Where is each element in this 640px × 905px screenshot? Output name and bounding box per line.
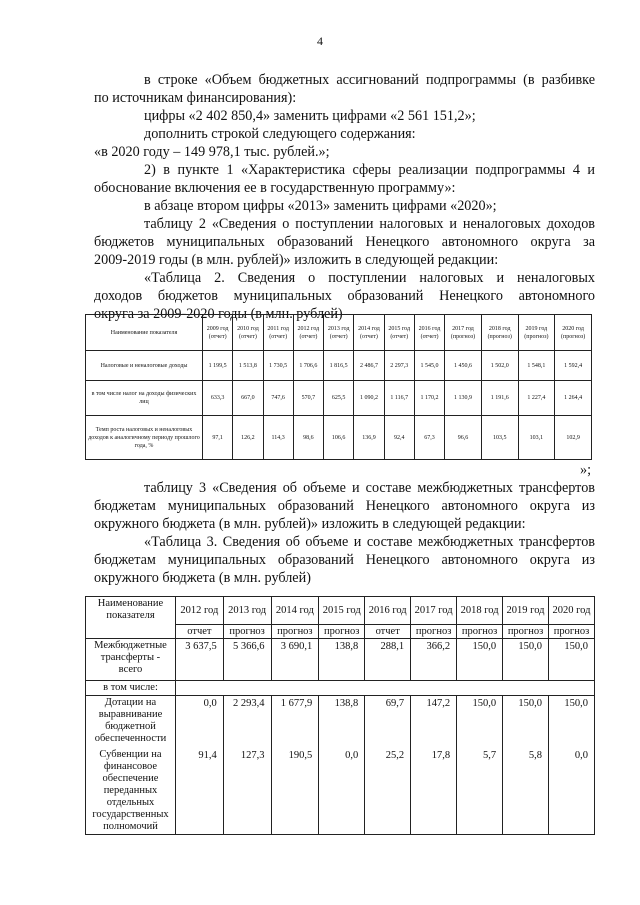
row-label: Налоговые и неналоговые доходы <box>86 351 203 381</box>
year-header: 2013 год <box>223 597 271 625</box>
row-label: Темп роста налоговых и неналоговых доходов к аналогичному периоду прошлого года, % <box>86 416 203 460</box>
table-3 <box>85 596 595 835</box>
cell: 150,0 <box>503 696 549 748</box>
year-header: 2016 год <box>365 597 411 625</box>
cell: 25,2 <box>365 748 411 835</box>
column-header: Наименование показателя <box>86 597 176 639</box>
cell: 667,0 <box>233 381 263 416</box>
column-header: Наименование показателя <box>86 315 203 351</box>
cell: 103,5 <box>481 416 518 460</box>
paragraph-line: таблицу 3 «Сведения об объеме и составе межбюджетных трансфертов <box>144 480 595 496</box>
paragraph-line: округа за 2009-2020 годы (в млн. рублей) <box>94 306 343 322</box>
table-row <box>86 748 595 835</box>
cell: 3 690,1 <box>271 639 319 681</box>
cell: 1 199,5 <box>203 351 233 381</box>
paragraph-line: окружного бюджета (в млн. рублей) <box>94 570 311 586</box>
closing-quote: »; <box>580 462 592 478</box>
year-header: 2012 год (отчет) <box>293 315 323 351</box>
cell: 17,8 <box>411 748 457 835</box>
empty-cell <box>176 681 595 696</box>
paragraph-line: цифры «2 402 850,4» заменить цифрами «2 561 151,2»; <box>144 108 476 124</box>
cell: 5,7 <box>457 748 503 835</box>
year-header: 2012 год <box>176 597 224 625</box>
year-header: 2014 год <box>271 597 319 625</box>
year-header: 2019 год <box>503 597 549 625</box>
paragraph-line: окружного бюджета (в млн. рублей)» изложить в следующей редакции: <box>94 516 526 532</box>
status-cell: прогноз <box>457 625 503 639</box>
status-cell: прогноз <box>271 625 319 639</box>
status-cell: прогноз <box>503 625 549 639</box>
cell: 106,6 <box>324 416 354 460</box>
paragraph-line: «Таблица 2. Сведения о поступлении налоговых и неналоговых <box>144 270 595 286</box>
cell: 1 545,0 <box>414 351 444 381</box>
year-header: 2019 год (прогноз) <box>518 315 555 351</box>
paragraph-line: в строке «Объем бюджетных ассигнований подпрограммы (в разбивке <box>144 72 595 88</box>
cell: 2 297,3 <box>384 351 414 381</box>
year-header: 2014 год (отчет) <box>354 315 384 351</box>
paragraph-line: таблицу 2 «Сведения о поступлении налоговых и неналоговых доходов <box>144 216 595 232</box>
year-header: 2015 год (отчет) <box>384 315 414 351</box>
cell: 2 486,7 <box>354 351 384 381</box>
paragraph-line: по источникам финансирования): <box>94 90 297 106</box>
cell: 97,1 <box>203 416 233 460</box>
cell: 147,2 <box>411 696 457 748</box>
year-header: 2015 год <box>319 597 365 625</box>
year-header: 2017 год <box>411 597 457 625</box>
row-label: Дотации на выравнивание бюджетной обеспеченности <box>86 696 176 748</box>
status-cell: отчет <box>365 625 411 639</box>
cell: 1 816,5 <box>324 351 354 381</box>
year-header: 2016 год (отчет) <box>414 315 444 351</box>
paragraph-line: дополнить строкой следующего содержания: <box>144 126 416 142</box>
table-row <box>86 696 595 748</box>
cell: 288,1 <box>365 639 411 681</box>
cell: 126,2 <box>233 416 263 460</box>
year-header: 2009 год (отчет) <box>203 315 233 351</box>
cell: 1 130,9 <box>445 381 482 416</box>
cell: 91,4 <box>176 748 224 835</box>
row-label: в том числе: <box>86 681 176 696</box>
row-label: Субвенции на финансовое обеспечение переданных отдельных государственных полномочий <box>86 748 176 835</box>
cell: 570,7 <box>293 381 323 416</box>
cell: 0,0 <box>176 696 224 748</box>
table-row <box>86 681 595 696</box>
status-cell: прогноз <box>319 625 365 639</box>
year-header: 2018 год (прогноз) <box>481 315 518 351</box>
paragraph-line: 2) в пункте 1 «Характеристика сферы реализации подпрограммы 4 и <box>144 162 595 178</box>
cell: 5,8 <box>503 748 549 835</box>
cell: 96,6 <box>445 416 482 460</box>
cell: 150,0 <box>457 639 503 681</box>
cell: 2 293,4 <box>223 696 271 748</box>
paragraph-line: доходов бюджетов муниципальных образований Ненецкого автономного <box>94 288 595 304</box>
status-cell: прогноз <box>223 625 271 639</box>
table-row <box>86 381 592 416</box>
table-row <box>86 416 592 460</box>
row-label: Межбюджетные трансферты - всего <box>86 639 176 681</box>
status-cell: отчет <box>176 625 224 639</box>
cell: 747,6 <box>263 381 293 416</box>
cell: 0,0 <box>319 748 365 835</box>
table-header-row <box>86 597 595 625</box>
cell: 114,3 <box>263 416 293 460</box>
cell: 67,3 <box>414 416 444 460</box>
cell: 1 706,6 <box>293 351 323 381</box>
status-cell: прогноз <box>549 625 595 639</box>
table-2 <box>85 314 592 460</box>
table-header-row <box>86 315 592 351</box>
cell: 366,2 <box>411 639 457 681</box>
cell: 1 513,8 <box>233 351 263 381</box>
cell: 1 450,6 <box>445 351 482 381</box>
year-header: 2017 год (прогноз) <box>445 315 482 351</box>
cell: 150,0 <box>549 696 595 748</box>
paragraph-line: бюджетов муниципальных образований Ненецкого автономного округа за <box>94 234 595 250</box>
cell: 1 548,1 <box>518 351 555 381</box>
table-row <box>86 639 595 681</box>
status-cell: прогноз <box>411 625 457 639</box>
cell: 138,8 <box>319 639 365 681</box>
cell: 150,0 <box>503 639 549 681</box>
paragraph-line: бюджетам муниципальных образований Ненецкого автономного округа из <box>94 552 595 568</box>
cell: 1 592,4 <box>555 351 592 381</box>
paragraph-line: 2009-2019 годы (в млн. рублей)» изложить в следующей редакции: <box>94 252 499 268</box>
cell: 103,1 <box>518 416 555 460</box>
cell: 102,9 <box>555 416 592 460</box>
cell: 633,3 <box>203 381 233 416</box>
cell: 0,0 <box>549 748 595 835</box>
cell: 150,0 <box>457 696 503 748</box>
paragraph-line: «в 2020 году – 149 978,1 тыс. рублей.»; <box>94 144 330 160</box>
cell: 98,6 <box>293 416 323 460</box>
cell: 127,3 <box>223 748 271 835</box>
cell: 1 264,4 <box>555 381 592 416</box>
cell: 1 090,2 <box>354 381 384 416</box>
cell: 138,8 <box>319 696 365 748</box>
cell: 5 366,6 <box>223 639 271 681</box>
row-label: в том числе налог на доходы физических лиц <box>86 381 203 416</box>
cell: 1 116,7 <box>384 381 414 416</box>
paragraph-line: бюджетам муниципальных образований Ненецкого автономного округа из <box>94 498 595 514</box>
page-number: 4 <box>317 34 323 48</box>
cell: 190,5 <box>271 748 319 835</box>
cell: 150,0 <box>549 639 595 681</box>
table-row <box>86 351 592 381</box>
paragraph-line: в абзаце втором цифры «2013» заменить цифрами «2020»; <box>144 198 497 214</box>
year-header: 2013 год (отчет) <box>324 315 354 351</box>
year-header: 2020 год (прогноз) <box>555 315 592 351</box>
cell: 1 677,9 <box>271 696 319 748</box>
cell: 1 170,2 <box>414 381 444 416</box>
cell: 625,5 <box>324 381 354 416</box>
cell: 136,9 <box>354 416 384 460</box>
cell: 1 730,5 <box>263 351 293 381</box>
cell: 92,4 <box>384 416 414 460</box>
cell: 3 637,5 <box>176 639 224 681</box>
paragraph-line: обоснование включения ее в государственную программу»: <box>94 180 456 196</box>
year-header: 2011 год (отчет) <box>263 315 293 351</box>
cell: 1 227,4 <box>518 381 555 416</box>
year-header: 2020 год <box>549 597 595 625</box>
year-header: 2010 год (отчет) <box>233 315 263 351</box>
cell: 1 502,0 <box>481 351 518 381</box>
cell: 69,7 <box>365 696 411 748</box>
paragraph-line: «Таблица 3. Сведения об объеме и составе межбюджетных трансфертов <box>144 534 595 550</box>
cell: 1 191,6 <box>481 381 518 416</box>
year-header: 2018 год <box>457 597 503 625</box>
